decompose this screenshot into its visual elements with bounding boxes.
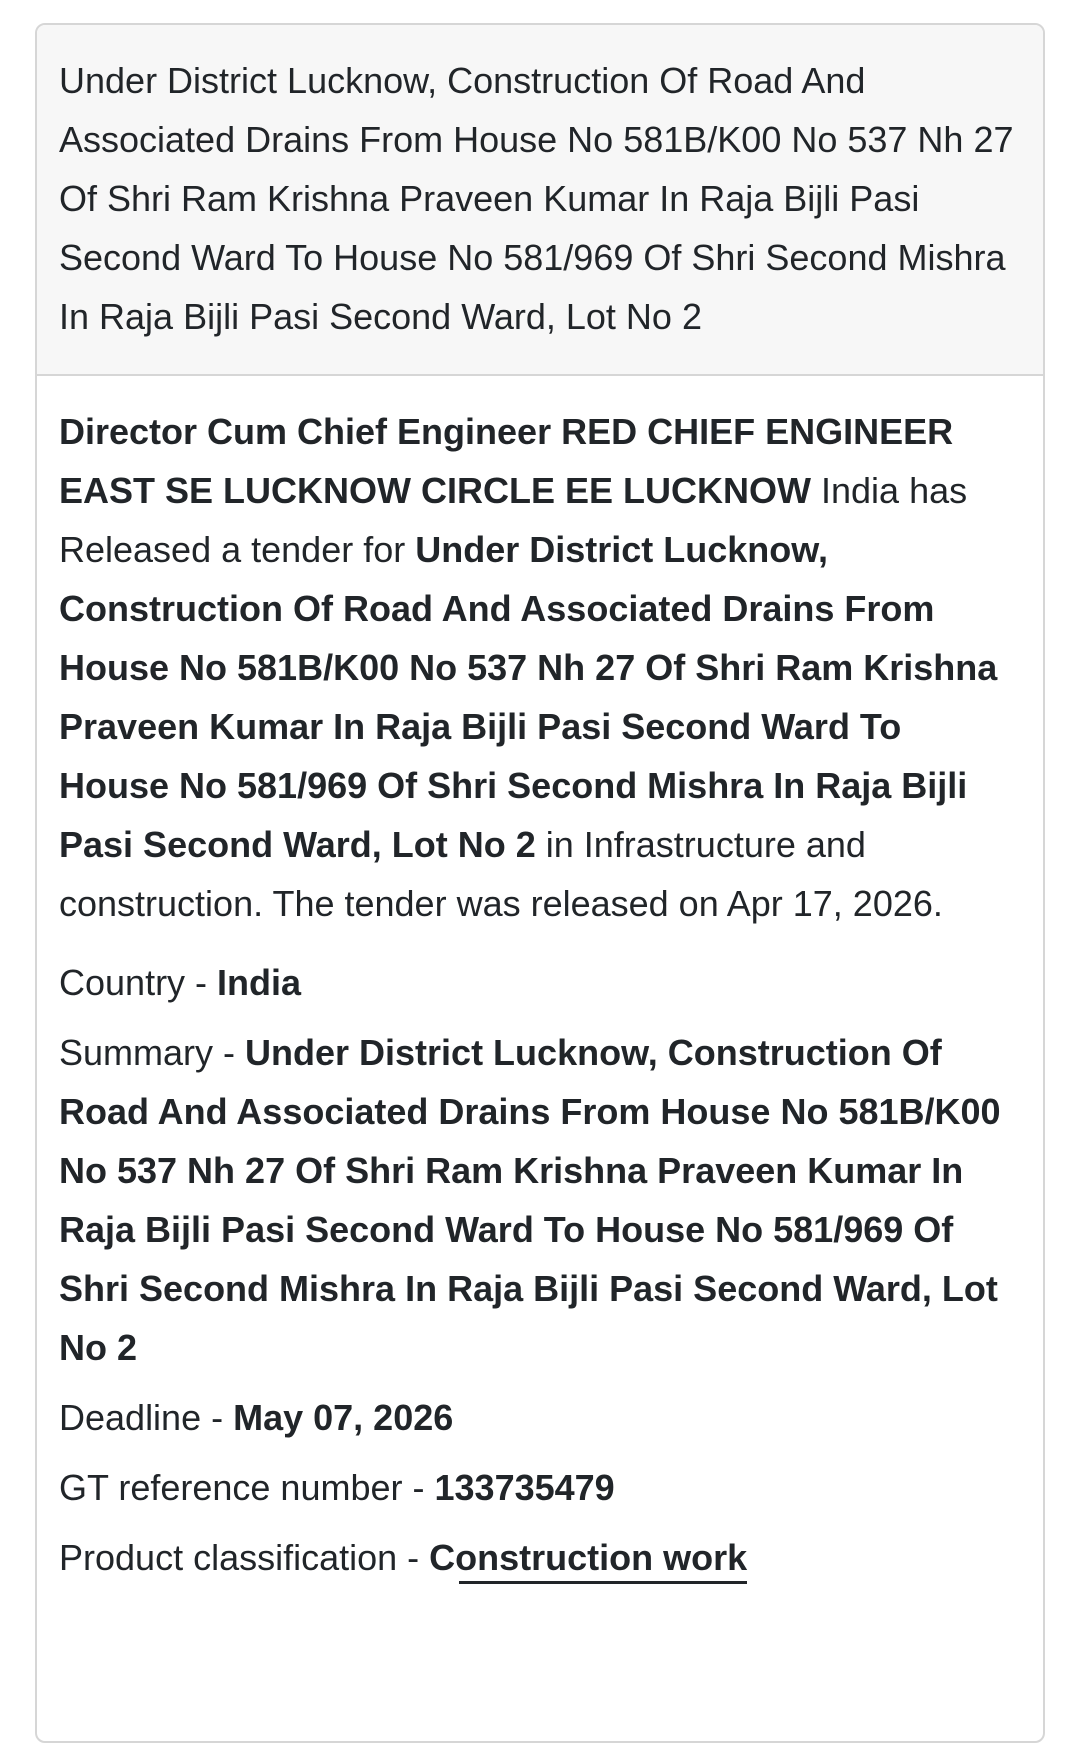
- deadline-label: Deadline -: [59, 1397, 234, 1438]
- summary-label: Summary -: [59, 1032, 246, 1073]
- description-text-1: India has Released a tender for: [59, 470, 968, 570]
- tender-title-bold: Under District Lucknow, Construction Of Road And Associated Drains From House No 581B/K00 No 537 Nh 27 Of Shri Ram Krishna Praveen Kumar In Raja Bijli Pasi Second Ward To House No 581/969 Of Shri Second Mishra In Raja Bijli Pasi Second Ward, Lot No 2: [59, 529, 998, 865]
- product-classification-field: [59, 1528, 1021, 1587]
- country-label: Country -: [59, 962, 218, 1003]
- deadline-field: [59, 1388, 1021, 1447]
- tender-description: [59, 402, 1021, 933]
- tender-header-title: Under District Lucknow, Construction Of Road And Associated Drains From House No 581B/K00 No 537 Nh 27 Of Shri Ram Krishna Praveen Kumar In Raja Bijli Pasi Second Ward To House No 581/969 Of Shri Second Mishra In Raja Bijli Pasi Second Ward, Lot No 2: [37, 25, 1043, 376]
- country-field: [59, 953, 1021, 1012]
- summary-field: [59, 1023, 1021, 1377]
- product-classification-label: Product classification -: [59, 1537, 430, 1578]
- gt-reference-field: [59, 1458, 1021, 1517]
- country-value: India: [217, 962, 302, 1003]
- summary-value: Under District Lucknow, Construction Of Road And Associated Drains From House No 581B/K00 No 537 Nh 27 Of Shri Ram Krishna Praveen Kumar In Raja Bijli Pasi Second Ward To House No 581/969 Of Shri Second Mishra In Raja Bijli Pasi Second Ward, Lot No 2: [59, 1032, 1001, 1368]
- issuer-name: Director Cum Chief Engineer RED CHIEF ENGINEER EAST SE LUCKNOW CIRCLE EE LUCKNOW: [59, 411, 954, 511]
- gt-reference-value: 133735479: [434, 1467, 615, 1508]
- deadline-value: May 07, 2026: [233, 1397, 454, 1438]
- tender-details: [37, 376, 1043, 1587]
- gt-reference-label: GT reference number -: [59, 1467, 435, 1508]
- description-text-2: in Infrastructure and construction. The tender was released on Apr 17, 2026.: [59, 824, 943, 924]
- product-classification-link[interactable]: Construction work: [429, 1537, 748, 1578]
- tender-card: [35, 23, 1045, 1743]
